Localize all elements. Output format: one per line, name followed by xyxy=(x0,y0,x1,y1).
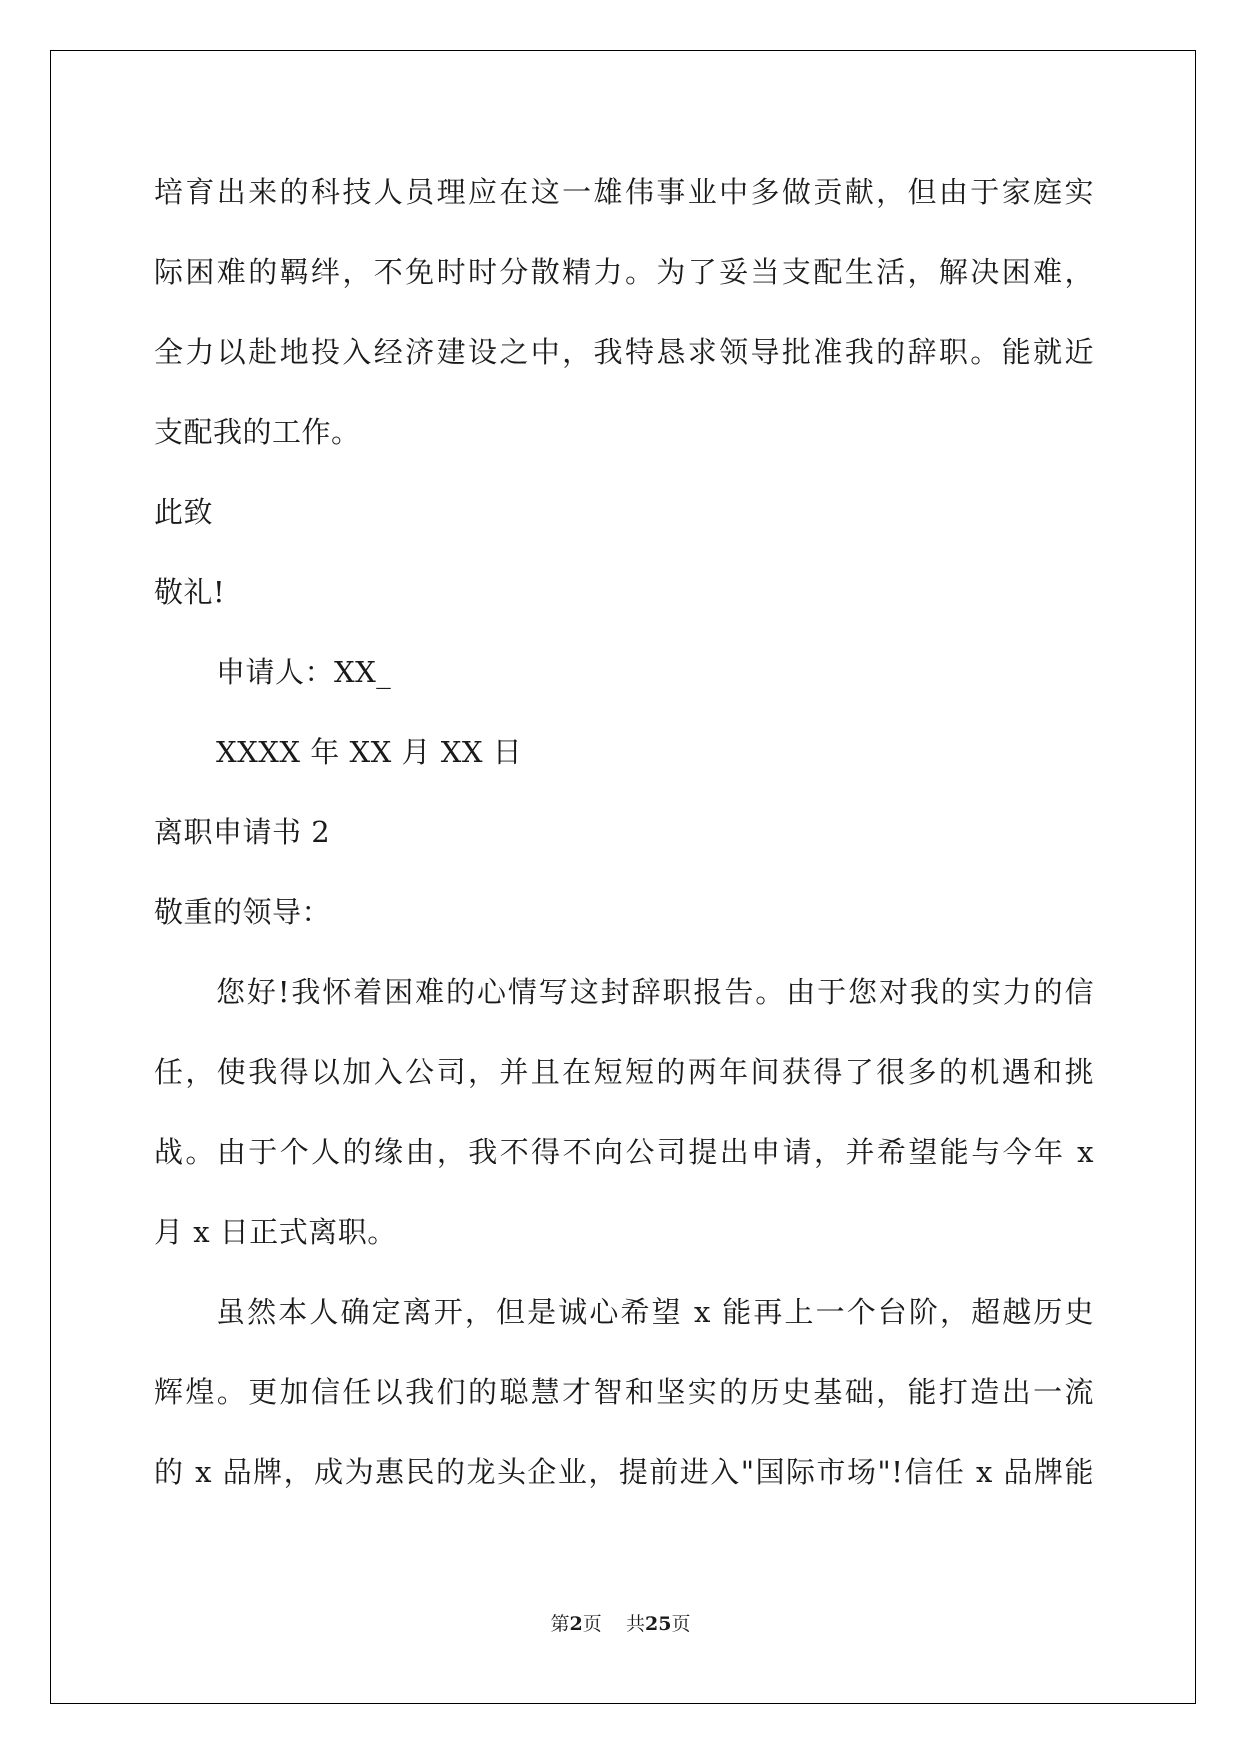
signature-date: XXXX 年 XX 月 XX 日 xyxy=(216,735,523,769)
paragraph-line: 任，使我得以加入公司，并且在短短的两年间获得了很多的机遇和挑 xyxy=(154,1055,1094,1089)
paragraph-line: 际困难的羁绊，不免时时分散精力。为了妥当支配生活，解决困难， xyxy=(154,255,1094,289)
paragraph-line: 虽然本人确定离开，但是诚心希望 x 能再上一个台阶，超越历史 xyxy=(216,1295,1094,1329)
paragraph-line: 您好!我怀着困难的心情写这封辞职报告。由于您对我的实力的信 xyxy=(216,975,1094,1009)
footer-total-suffix: 页 xyxy=(671,1613,691,1635)
closing-regards: 敬礼! xyxy=(154,575,226,609)
footer-total-pages: 25 xyxy=(644,1613,672,1635)
letter-greeting: 敬重的领导： xyxy=(154,895,332,929)
footer-spacer xyxy=(602,1613,626,1635)
footer-page-prefix: 第 xyxy=(550,1613,570,1635)
paragraph-line: 全力以赴地投入经济建设之中，我特恳求领导批准我的辞职。能就近 xyxy=(154,335,1094,369)
paragraph-line: 月 x 日正式离职。 xyxy=(154,1215,397,1249)
closing-salutation: 此致 xyxy=(154,495,214,529)
paragraph-line: 的 x 品牌，成为惠民的龙头企业，提前进入"国际市场"!信任 x 品牌能 xyxy=(154,1455,1094,1489)
page-footer xyxy=(0,1612,1241,1636)
paragraph-line: 辉煌。更加信任以我们的聪慧才智和坚实的历史基础，能打造出一流 xyxy=(154,1375,1094,1409)
applicant-signature: 申请人：XX_ xyxy=(216,655,392,689)
paragraph-line: 培育出来的科技人员理应在这一雄伟事业中多做贡献，但由于家庭实 xyxy=(154,175,1094,209)
footer-total-prefix: 共 xyxy=(625,1613,645,1635)
footer-page-suffix: 页 xyxy=(582,1613,602,1635)
paragraph-line: 支配我的工作。 xyxy=(154,415,361,449)
footer-page-number: 2 xyxy=(569,1613,583,1635)
paragraph-line: 战。由于个人的缘由，我不得不向公司提出申请，并希望能与今年 x xyxy=(154,1135,1094,1169)
section-heading: 离职申请书 2 xyxy=(154,815,331,849)
